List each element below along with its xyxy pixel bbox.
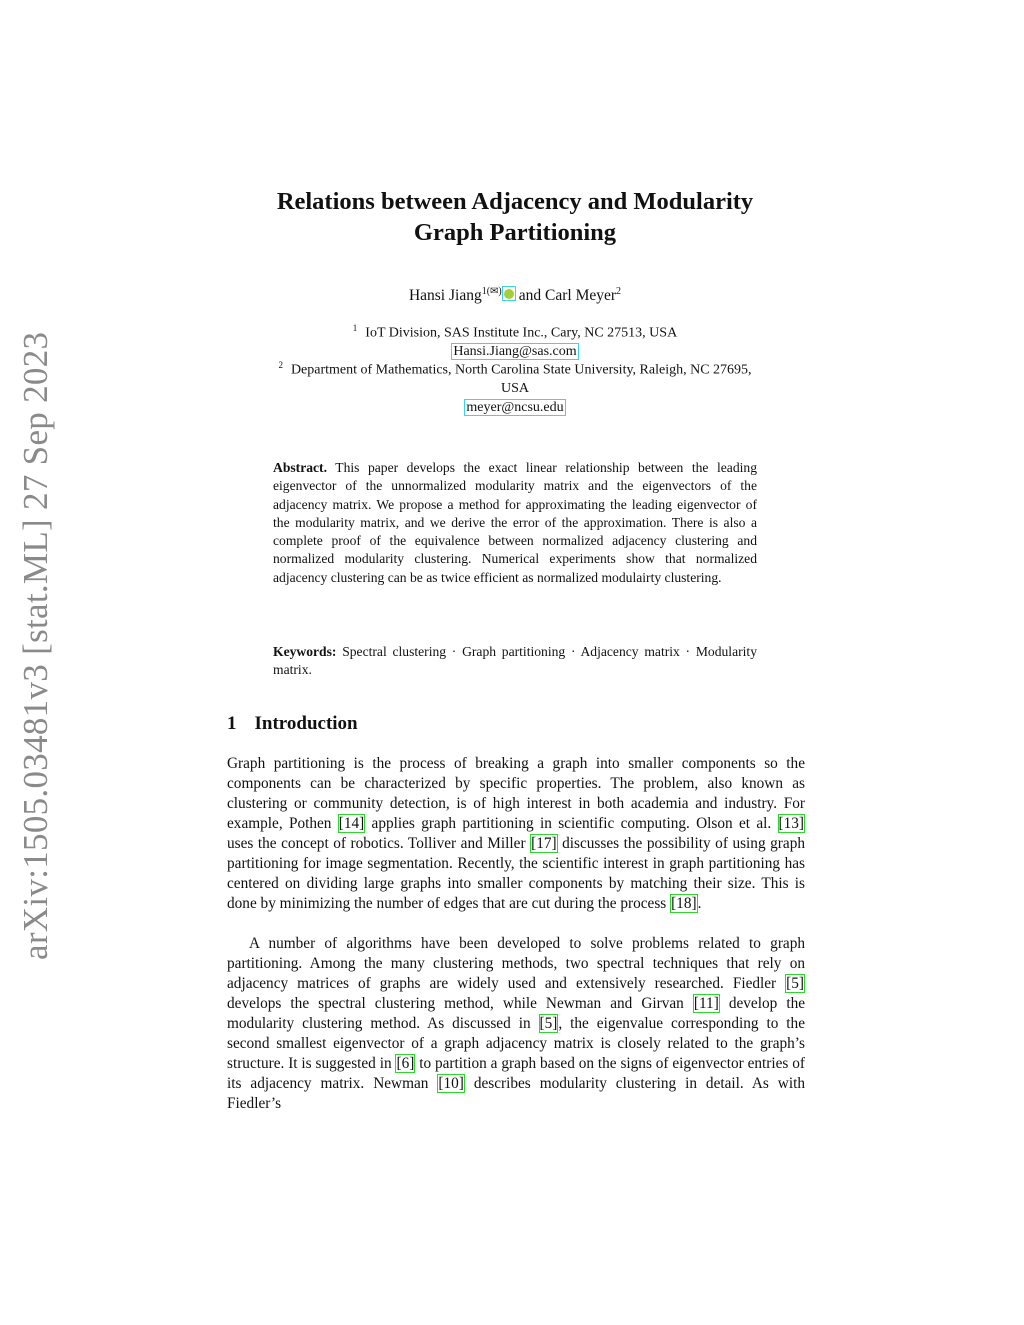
arxiv-stamp: arXiv:1505.03481v3 [stat.ML] 27 Sep 2023 [16,331,55,960]
intro-paragraph-2 [227,934,805,1114]
citation-link[interactable]: [5] [539,1015,558,1032]
text-run: Graph partitioning is the process of breaking a graph into smaller components so the components can be characterized by specific properties. The problem, also known as clustering or community detection, is of high interest in both academia and industry. For example, Pothen [227,755,805,832]
email-link-2[interactable]: meyer@ncsu.edu [466,399,564,415]
author-2-affil-number: 2 [616,286,622,297]
author-1-affil-number: 1 [481,286,487,297]
author-1-name: Hansi Jiang [408,287,482,305]
title-line-2: Graph Partitioning [413,219,617,246]
abstract-label: Abstract. [273,460,327,475]
email-link-1[interactable]: Hansi.Jiang@sas.com [453,344,577,360]
text-run: to partition a graph based on the signs of eigenvector entries of its adjacency matrix. Newman [227,1055,805,1092]
author-list [200,282,830,306]
text-run: develop the modularity clustering method. As discussed in [227,995,806,1032]
citation-link[interactable]: [5] [786,975,804,992]
keywords-text: Spectral clustering · Graph partitioning · Adjacency matrix · Modularity matrix. [273,644,757,678]
affiliation-2 [200,356,830,417]
orcid-icon [504,289,514,299]
citation-link[interactable]: [13] [778,815,804,832]
section-number: 1 [227,713,237,734]
abstract-text: This paper develops the exact linear relationship between the leading eigenvector of the unnormalized modularity matrix and the eigenvectors of the adjacency matrix. We propose a method for approximating the leading eigenvector of the modularity matrix, and we derive the error of the approximation. There is also a complete proof of the equivalence between normalized adjacency clustering and normalized modularity clustering. Numerical experiments show that normalized adjacency clustering can be as twice efficient as normalized modulairty clustering. [273,460,757,585]
paper-title [200,186,830,248]
envelope-icon: (✉) [486,286,502,297]
citation-link[interactable]: [17] [531,835,557,852]
text-run: develops the spectral clustering method, while Newman and Girvan [227,995,693,1012]
title-line-1: Relations between Adjacency and Modularity [276,188,754,215]
orcid-link[interactable] [502,286,516,301]
citation-link[interactable]: [18] [671,895,697,912]
section-title: Introduction [254,713,358,734]
keywords [273,643,757,680]
text-run: describes modularity clustering in detail. As with Fiedler’s [227,1075,805,1112]
section-heading-introduction [227,712,358,736]
text-run: discusses the possibility of using graph partitioning for image segmentation. Recently, the scientific interest in graph partitioning has centered on dividing large graphs into smaller components by matching their size. This is done by minimizing the number of edges that are cut during the process [227,835,805,912]
author-2-name: and Carl Meyer [518,287,617,305]
text-run: uses the concept of robotics. Tolliver and Miller [227,835,531,852]
affiliation-2-country: USA [500,381,529,397]
affiliation-1-text: IoT Division, SAS Institute Inc., Cary, NC 27513, USA [365,325,678,341]
citation-link[interactable]: [11] [693,995,719,1012]
abstract [273,459,757,587]
intro-paragraph-1 [227,754,805,914]
citation-link[interactable]: [6] [396,1055,415,1072]
citation-link[interactable]: [10] [438,1075,464,1092]
text-run: , the eigenvalue corresponding to the second smallest eigenvector of a graph adjacency matrix is closely related to the graph’s structure. It is suggested in [227,1015,805,1072]
affiliation-2-number: 2 [278,360,283,370]
citation-link[interactable]: [14] [338,815,365,832]
text-run: . [697,895,702,912]
text-run: A number of algorithms have been developed to solve problems related to graph partitioning. Among the many clustering methods, two spectral techniques that rely on adjacency matrices of graphs are widely used and extensively researched. Fiedler [227,935,805,992]
affiliation-1-number: 1 [352,323,358,333]
keywords-label: Keywords: [273,644,337,659]
text-run: applies graph partitioning in scientific computing. Olson et al. [365,815,778,832]
affiliation-2-text: Department of Mathematics, North Carolina State University, Raleigh, NC 27695, [290,362,752,378]
